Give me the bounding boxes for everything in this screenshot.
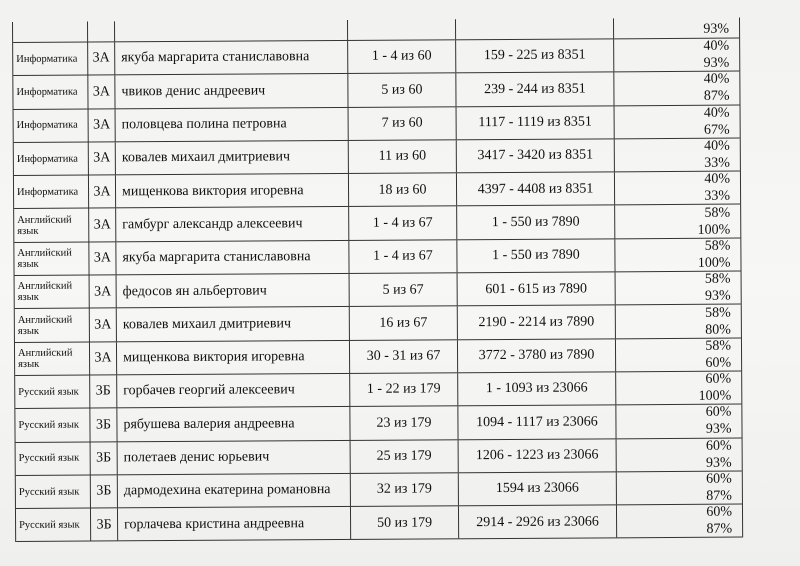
subject-cell: Русский язык (16, 509, 91, 542)
place-cell: 1 - 4 из 67 (349, 240, 457, 273)
percent-value: 58% (705, 338, 732, 354)
total-cell (456, 18, 614, 39)
subject-cell: Информатика (14, 109, 89, 142)
class-cell: 3Б (90, 409, 117, 441)
place-cell: 1 - 4 из 67 (349, 207, 457, 240)
subject-cell: Английский язык (14, 209, 89, 242)
subject-cell: Русский язык (15, 375, 90, 408)
table-row (15, 405, 741, 443)
class-cell: 3А (88, 42, 115, 74)
place-cell: 50 из 179 (351, 506, 459, 539)
place-cell: 11 из 60 (349, 140, 457, 173)
table-row (15, 305, 741, 343)
class-cell: 3А (90, 275, 117, 307)
percent-value: 93% (705, 455, 732, 471)
percent-value: 33% (704, 155, 730, 171)
name-cell: полетаев денис юрьевич (118, 441, 351, 475)
total-cell: 3772 - 3780 из 7890 (458, 339, 616, 372)
percent-value: 87% (706, 521, 733, 538)
percent-value: 40% (703, 72, 730, 88)
percent-value: 40% (704, 171, 731, 188)
place-cell: 7 из 60 (349, 107, 457, 140)
total-cell: 3417 - 3420 из 8351 (457, 139, 615, 172)
total-cell: 601 - 615 из 7890 (458, 272, 616, 305)
percent-value: 58% (704, 271, 731, 288)
table-row (14, 105, 740, 143)
total-cell: 1206 - 1223 из 23066 (459, 439, 617, 472)
table-row (13, 39, 739, 77)
class-cell: 3Б (90, 375, 117, 407)
class-cell: 3А (88, 76, 115, 108)
percent-value: 60% (706, 504, 733, 521)
subject-cell: Русский язык (16, 475, 91, 508)
place-cell (348, 19, 456, 40)
percent-cell (617, 505, 742, 538)
table-row (16, 505, 742, 543)
name-cell: горлачева кристина андреевна (118, 507, 351, 541)
subject-cell: Английский язык (15, 342, 90, 375)
name-cell: горбачев георгий алексеевич (117, 374, 350, 408)
place-cell: 16 из 67 (350, 307, 458, 340)
percent-value: 60% (705, 371, 732, 387)
subject-cell: Русский язык (15, 409, 90, 442)
table-row (14, 205, 740, 243)
table-row (14, 172, 740, 210)
place-cell: 5 из 67 (350, 273, 458, 306)
percent-cell (615, 105, 740, 138)
total-cell: 1117 - 1119 из 8351 (457, 106, 615, 139)
percent-cell (616, 405, 741, 438)
table-row (15, 338, 741, 376)
table-row (15, 272, 741, 310)
class-cell: 3А (89, 242, 116, 274)
percent-value: 40% (703, 105, 730, 121)
table-row (13, 72, 739, 110)
percent-cell (616, 372, 741, 405)
percent-value: 58% (704, 238, 731, 254)
percent-value: 100% (698, 388, 732, 404)
class-cell: 3А (89, 209, 116, 241)
place-cell: 32 из 179 (351, 473, 459, 506)
percent-cell (617, 438, 742, 471)
total-cell: 1 - 550 из 7890 (457, 206, 615, 239)
table-row (15, 372, 741, 410)
name-cell: рябушева валерия андреевна (117, 407, 350, 441)
percent-cell (616, 272, 741, 305)
percent-value: 33% (704, 188, 731, 205)
results-table (12, 18, 743, 543)
percent-cell (615, 205, 740, 238)
total-cell: 1 - 550 из 7890 (457, 239, 615, 272)
percent-value: 93% (705, 422, 732, 438)
name-cell: ковалев михаил дмитриевич (117, 307, 350, 341)
percent-cell (617, 471, 742, 504)
percent-cell (615, 138, 740, 171)
percent-value: 93% (703, 55, 730, 71)
place-cell: 23 из 179 (350, 407, 458, 440)
percent-value: 40% (704, 138, 730, 154)
subject-cell: Английский язык (14, 242, 89, 275)
subject-cell: Русский язык (16, 442, 91, 475)
name-cell: дармодехина екатерина романовна (118, 474, 351, 508)
place-cell: 5 из 60 (348, 74, 456, 107)
place-cell: 30 - 31 из 67 (350, 340, 458, 373)
percent-value: 60% (705, 438, 732, 454)
subject-cell: Английский язык (15, 309, 90, 342)
name-cell: мищенкова виктория игоревна (117, 341, 350, 375)
class-cell: 3А (90, 309, 117, 341)
percent-value: 67% (703, 122, 730, 138)
percent-value: 80% (705, 322, 731, 338)
total-cell: 2914 - 2926 из 23066 (459, 505, 617, 538)
total-cell: 4397 - 4408 из 8351 (457, 173, 615, 206)
subject-cell: Информатика (13, 76, 88, 109)
percent-cell (614, 72, 739, 105)
total-cell: 1 - 1093 из 23066 (458, 372, 616, 405)
percent-value: 40% (703, 38, 730, 54)
class-cell: 3Б (91, 442, 118, 474)
percent-cell (616, 305, 741, 338)
table-row (16, 471, 742, 509)
class-cell: 3Б (91, 475, 118, 507)
place-cell: 1 - 22 из 179 (350, 373, 458, 406)
percent-value: 100% (697, 255, 731, 271)
percent-value: 58% (704, 205, 731, 221)
percent-value: 87% (703, 89, 730, 105)
table-row (14, 238, 740, 276)
percent-value: 60% (706, 471, 732, 487)
table-row (14, 138, 740, 176)
percent-value: 60% (705, 355, 732, 371)
name-cell: половцева полина петровна (116, 108, 349, 142)
name-cell: ковалев михаил дмитриевич (116, 141, 349, 175)
percent-value: 58% (705, 305, 731, 321)
name-cell: чвиков денис андреевич (115, 74, 348, 108)
place-cell: 25 из 179 (351, 440, 459, 473)
percent-cell (615, 238, 740, 271)
subject-cell: Английский язык (15, 276, 90, 309)
subject-cell: Информатика (14, 142, 89, 175)
total-cell: 239 - 244 из 8351 (456, 73, 614, 106)
subject-cell: Информатика (14, 176, 89, 209)
class-cell (88, 21, 115, 41)
percent-value: 93% (704, 288, 731, 305)
percent-cell (616, 338, 741, 371)
class-cell: 3А (90, 342, 117, 374)
name-cell: мищенкова виктория игоревна (116, 174, 349, 208)
name-cell: якуба маргарита станиславовна (115, 41, 348, 75)
class-cell: 3Б (91, 509, 118, 541)
class-cell: 3А (89, 176, 116, 208)
percent-value: 60% (705, 405, 732, 421)
percent-cell (614, 39, 739, 72)
total-cell: 1094 - 1117 из 23066 (458, 406, 616, 439)
percent-cell (615, 172, 740, 205)
subject-cell (13, 22, 88, 42)
percent-value: 87% (706, 488, 732, 504)
total-cell: 159 - 225 из 8351 (456, 39, 614, 72)
percent-value: 93% (703, 21, 730, 37)
name-cell: федосов ян альбертович (117, 274, 350, 308)
table-row (16, 438, 742, 476)
subject-cell: Информатика (13, 43, 88, 76)
name-cell: якуба маргарита станиславовна (116, 241, 349, 275)
percent-value: 100% (697, 222, 731, 238)
total-cell: 2190 - 2214 из 7890 (458, 306, 616, 339)
total-cell: 1594 из 23066 (459, 472, 617, 505)
place-cell: 1 - 4 из 60 (348, 40, 456, 73)
name-cell: гамбург александр алексеевич (116, 207, 349, 241)
place-cell: 18 из 60 (349, 173, 457, 206)
class-cell: 3А (89, 109, 116, 141)
class-cell: 3А (89, 142, 116, 174)
name-cell (115, 20, 348, 41)
percent-cell (614, 18, 739, 39)
